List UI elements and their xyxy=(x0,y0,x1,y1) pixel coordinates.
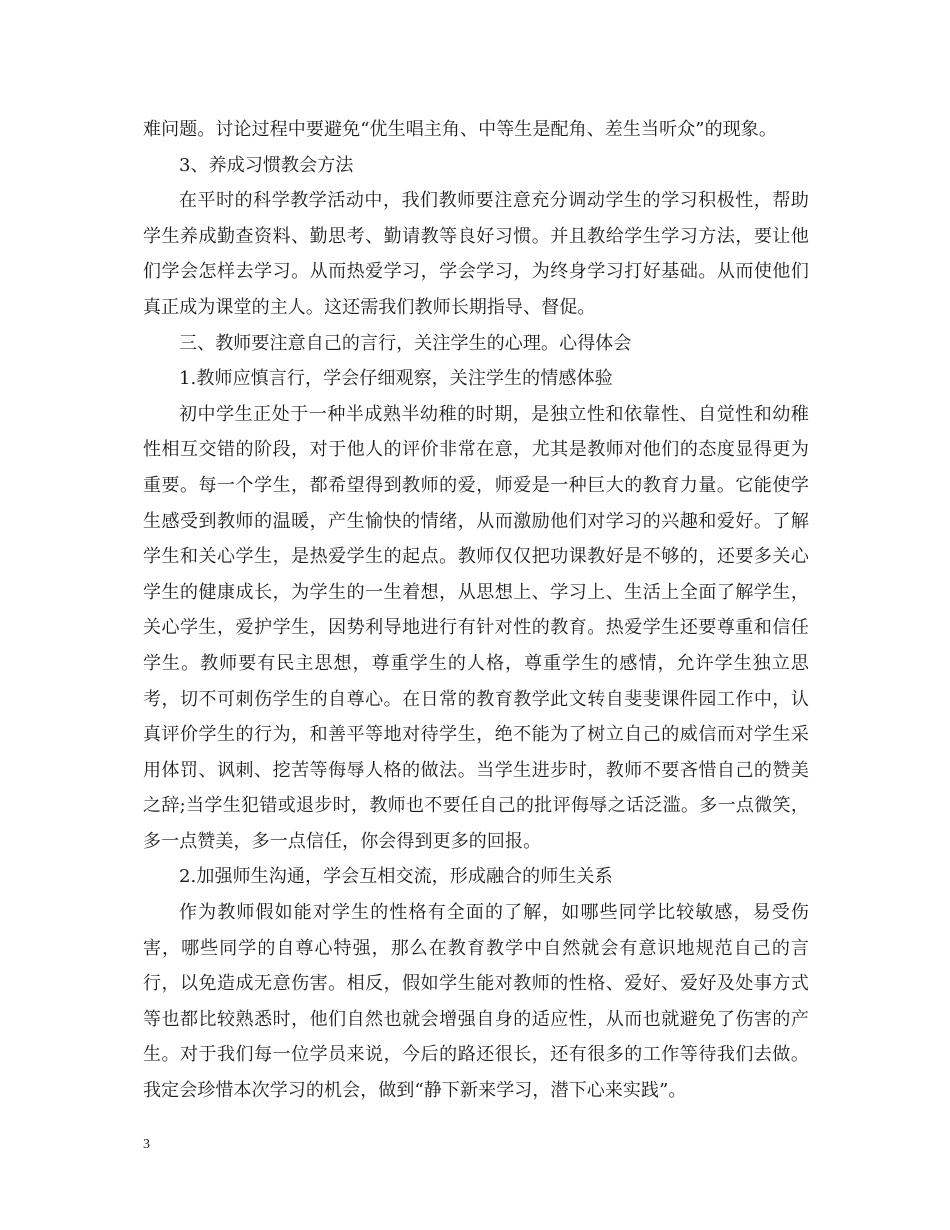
page-number: 3 xyxy=(143,1137,150,1152)
subsection-heading: 1.教师应慎言行，学会仔细观察，关注学生的情感体验 xyxy=(179,368,613,390)
subsection-heading: 2.加强师生沟通，学会互相交流，形成融合的师生关系 xyxy=(179,866,613,888)
paragraph-continuation: 难问题。讨论过程中要避免“优生唱主角、中等生是配角、差生当听众”的现象。 xyxy=(143,119,778,140)
section-heading: 三、教师要注意自己的言行，关注学生的心理。心得体会 xyxy=(179,332,632,354)
section-heading: 3、养成习惯教会方法 xyxy=(179,154,354,176)
body-paragraph: 初中学生正处于一种半成熟半幼稚的时期，是独立性和依靠性、自觉性和幼稚性相互交错的阶段，对于他人的评价非常在意，尤其是教师对他们的态度显得更为重要。每一个学生，都希望得到教师的爱，师爱是一种巨大的教育力量。它能使学生感受到教师的温暖，产生愉快的情绪，从而激励他们对学习的兴趣和爱好。了解学生和关心学生，是热爱学生的起点。教师仅仅把功课教好是不够的，还要多关心学生的健康成长，为学生的一生着想，从思想上、学习上、生活上全面了解学生，关心学生，爱护学生，因势利导地进行有针对性的教育。热爱学生还要尊重和信任学生。教师要有民主思想，尊重学生的人格，尊重学生的感情，允许学生独立思考，切不可刺伤学生的自尊心。在日常的教育教学此文转自斐斐课件园工作中，认真评价学生的行为，和善平等地对待学生，绝不能为了树立自己的威信而对学生采用体罚、讽刺、挖苦等侮辱人格的做法。当学生进步时，教师不要吝惜自己的赞美之辞;当学生犯错或退步时，教师也不要任自己的批评侮辱之话泛滥。多一点微笑，多一点赞美，多一点信任，你会得到更多的回报。 xyxy=(143,403,809,852)
body-paragraph: 作为教师假如能对学生的性格有全面的了解，如哪些同学比较敏感，易受伤害，哪些同学的自尊心特强，那么在教育教学中自然就会有意识地规范自己的言行，以免造成无意伤害。相反，假如学生能对教师的性格、爱好、爱好及处事方式等也都比较熟悉时，他们自然也就会增强自身的适应性，从而也就避免了伤害的产生。对于我们每一位学员来说，今后的路还很长，还有很多的工作等待我们去做。我定会珍惜本次学习的机会，做到“静下新来学习，潜下心来实践”。 xyxy=(143,902,809,1102)
document-body xyxy=(143,112,809,1109)
body-paragraph: 在平时的科学教学活动中，我们教师要注意充分调动学生的学习积极性，帮助学生养成勤查资料、勤思考、勤请教等良好习惯。并且教给学生学习方法，要让他们学会怎样去学习。从而热爱学习，学会学习，为终身学习打好基础。从而使他们真正成为课堂的主人。这还需我们教师长期指导、督促。 xyxy=(143,190,809,318)
